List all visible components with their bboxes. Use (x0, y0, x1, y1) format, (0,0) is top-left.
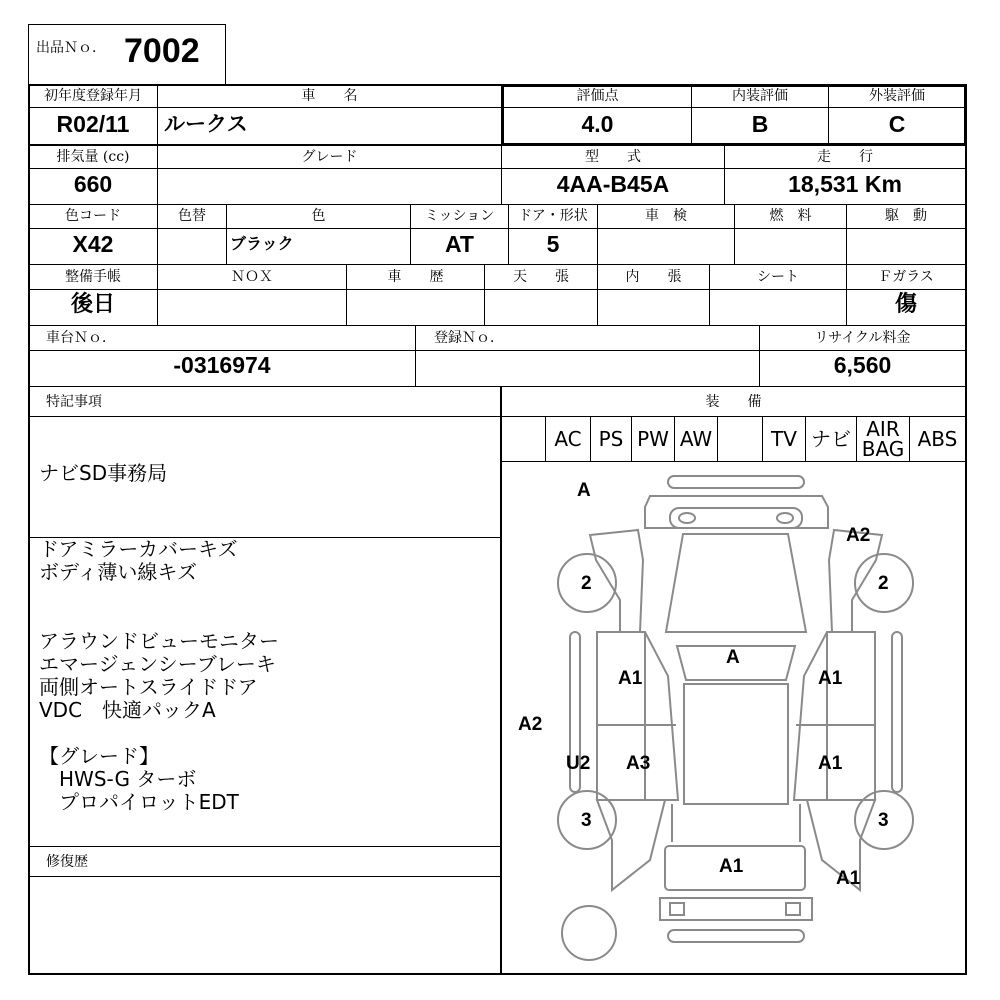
displacement-value: 660 (73, 171, 113, 197)
car-name-label: 車 名 (301, 88, 358, 104)
door-label: ドア・形状 (518, 208, 588, 224)
first-reg-label: 初年度登録年月 (44, 88, 142, 104)
car-damage-diagram (502, 462, 965, 973)
recycle-label: リサイクル料金 (814, 330, 911, 346)
regno-label: 登録Ｎｏ． (434, 330, 504, 346)
repaint-label: 色替 (178, 208, 206, 224)
grade-label: グレード (301, 149, 358, 165)
maintenance-label: 整備手帳 (65, 269, 121, 285)
score-value: 4.0 (581, 111, 614, 137)
mark-right-front-wheel: 2 (878, 573, 889, 594)
history-label: 車 歴 (387, 269, 444, 285)
equipment-ps: PS (598, 427, 624, 451)
notes-block-1: ナビSD事務局 (39, 461, 168, 485)
interior-value: B (751, 111, 769, 137)
mark-rear-gate: A1 (719, 856, 744, 877)
equipment-navi: ナビ (811, 427, 851, 451)
recycle-value: 6,560 (833, 352, 892, 378)
mark-left-side-panel: A2 (518, 714, 543, 735)
fuel-label: 燃 料 (769, 208, 812, 224)
mark-left-rear-door: A3 (626, 753, 651, 774)
interior-label: 内装評価 (732, 88, 788, 104)
model-value: 4AA-B45A (556, 171, 670, 197)
fglass-value: 傷 (894, 292, 917, 317)
equipment-blank-1 (502, 417, 545, 461)
color-code-value: X42 (72, 231, 114, 257)
equipment-label: 装 備 (705, 394, 762, 410)
first-reg-value: R02/11 (56, 111, 130, 137)
mark-right-rear-door: A1 (818, 753, 843, 774)
nox-label: ＮＯＸ (231, 269, 273, 285)
mark-left-rear-wheel: 3 (581, 810, 592, 831)
equipment-ac: AC (554, 427, 582, 451)
fglass-label: Ｆガラス (878, 269, 934, 285)
mark-left-rocker: U2 (566, 753, 591, 774)
chassis-label: 車台Ｎｏ． (46, 330, 116, 346)
mark-front-bumper: A (577, 480, 591, 501)
mark-left-front-wheel: 2 (581, 573, 592, 594)
equipment-blank-2 (718, 417, 762, 461)
exterior-value: C (888, 111, 906, 137)
mark-left-front-door: A1 (618, 668, 643, 689)
mark-roof: A (726, 647, 740, 668)
equipment-airbag: AIR BAG (861, 417, 905, 461)
equipment-tv: TV (771, 427, 797, 451)
inner-label: 内 張 (625, 269, 682, 285)
inspection-label: 車 検 (645, 208, 687, 224)
color-code-label: 色コード (65, 208, 121, 224)
maintenance-value: 後日 (70, 292, 115, 317)
mark-right-rear-quarter: A1 (836, 868, 861, 889)
car-name-value: ルークス (164, 112, 248, 136)
repair-history-label: 修復歴 (46, 854, 88, 870)
score-label: 評価点 (576, 88, 619, 104)
color-label: 色 (311, 208, 326, 224)
roof-label: 天 張 (513, 269, 569, 285)
mission-label: ミッション (424, 208, 495, 224)
mark-right-front-fender: A2 (846, 525, 871, 546)
mark-right-front-door: A1 (818, 668, 843, 689)
chassis-value: -0316974 (173, 352, 271, 378)
mark-right-rear-wheel: 3 (878, 810, 889, 831)
model-label: 型 式 (585, 149, 641, 165)
exterior-label: 外装評価 (869, 88, 925, 104)
displacement-label: 排気量 (cc) (56, 149, 130, 165)
lot-number-value: 7002 (124, 32, 200, 70)
equipment-abs: ABS (917, 427, 958, 451)
equipment-aw: AW (679, 427, 713, 451)
seat-label: シート (757, 269, 799, 285)
lot-number-label: 出品Ｎｏ． (36, 40, 106, 56)
drive-label: 駆 動 (885, 208, 927, 224)
mission-value: AT (445, 231, 474, 257)
mileage-label: 走 行 (817, 149, 873, 165)
notes-label: 特記事項 (46, 394, 102, 410)
notes-block-2: ドアミラーカバーキズ ボディ薄い線キズ アラウンドビューモニター エマージェンシーブレーキ 両側オートスライドドア VDC 快適パックA 【グレード】 HWS-G ターボ プロパイロットEDT (39, 537, 279, 814)
mileage-value: 18,531 Km (788, 171, 902, 197)
door-value: 5 (546, 231, 560, 257)
color-value: ブラック (230, 234, 294, 253)
equipment-pw: PW (637, 427, 669, 451)
